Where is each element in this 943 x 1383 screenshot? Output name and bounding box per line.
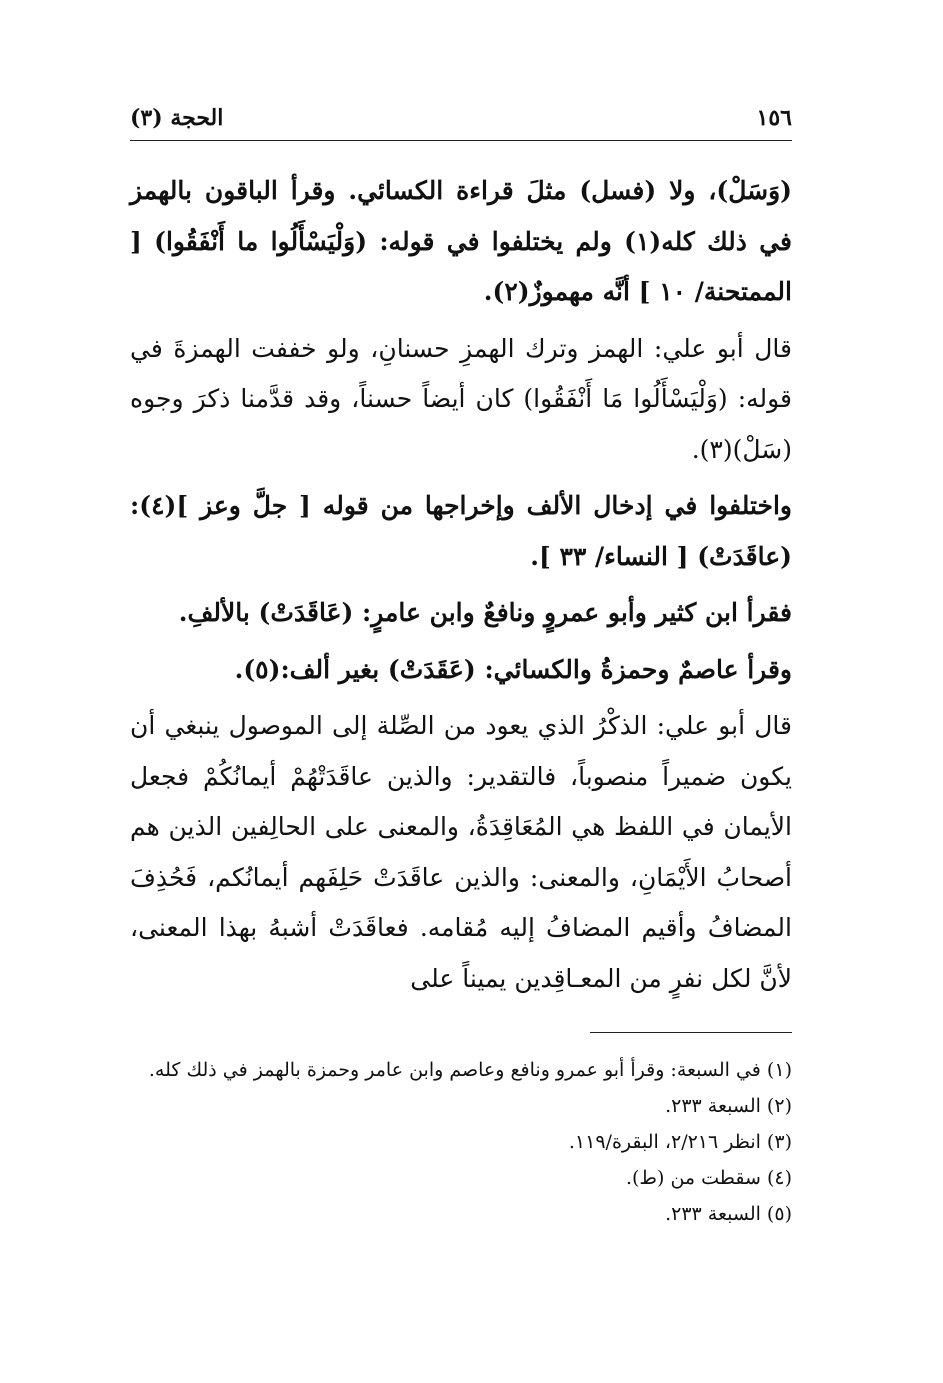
footnote-1: (١) في السبعة: وقرأ أبو عمرو ونافع وعاصم وابن عامر وحمزة بالهمز في ذلك كله. (148, 1059, 792, 1081)
header-divider (130, 140, 792, 141)
footnotes (130, 1052, 792, 1232)
paragraph-4: فقرأ ابن كثير وأبو عمروٍ ونافعٌ وابن عامرٍ: (عَاقَدَتْ) بالألفِ. (178, 598, 792, 627)
main-text (130, 166, 792, 1010)
paragraph-1: (وَسَلْ)، ولا (فسل) مثلَ قراءة الكسائي. وقرأ الباقون بالهمز في ذلك كله(١) ولم يختلفوا في قوله: (وَلْيَسْأَلُوا ما أَنْفَقُوا) [ الممتحنة/ ١٠ ] أنَّه مهموزٌ(٢). (130, 176, 792, 306)
footnote-5: (٥) السبعة ٢٣٣. (665, 1203, 792, 1225)
footnote-2: (٢) السبعة ٢٣٣. (665, 1095, 792, 1117)
paragraph-5: وقرأ عاصمٌ وحمزةُ والكسائي: (عَقَدَتْ) بغير ألف:(٥). (234, 654, 792, 684)
page-number: ١٥٦ (756, 105, 792, 131)
footnote-3: (٣) انظر ٢/٢١٦، البقرة/١١٩. (568, 1131, 792, 1153)
page-header (130, 100, 792, 136)
footnote-4: (٤) سقطت من (ط). (625, 1167, 792, 1189)
footnote-divider (590, 1032, 792, 1033)
running-title: الحجة (٣) (130, 105, 224, 131)
paragraph-3: واختلفوا في إدخال الألف وإخراجها من قوله [ جلَّ وعز ](٤): (عاقَدَتْ) [ النساء/ ٣٣ ]. (130, 491, 792, 571)
paragraph-2: قال أبو علي: الهمز وترك الهمزِ حسنانِ، ولو خففت الهمزةَ في قوله: (وَلْيَسْأَلُوا مَا أَنْفَقُوا) كان أيضاً حسناً، وقد قدَّمنا ذكرَ وجوه (سَلْ)(٣). (130, 333, 792, 464)
paragraph-6: قال أبو علي: الذكْرُ الذي يعود من الصِّلة إلى الموصول ينبغي أن يكون ضميراً منصوباً، فالتقدير: والذين عاقَدَتْهُمْ أيمانُكُمْ فجعل الأيمان في اللفظ هي المُعَاقِدَةُ، والمعنى على الحالِفين الذين هم أصحابُ الأَيْمَانِ، والمعنى: والذين عاقَدَتْ حَلِفَهم أيمانُكم، فَحُذِفَ المضافُ وأقيم المضافُ إليه مُقامه. فعاقَدَتْ أشبهُ بهذا المعنى، لأنَّ لكل نفرٍ من المعـاقِدين يميناً على (130, 711, 792, 993)
